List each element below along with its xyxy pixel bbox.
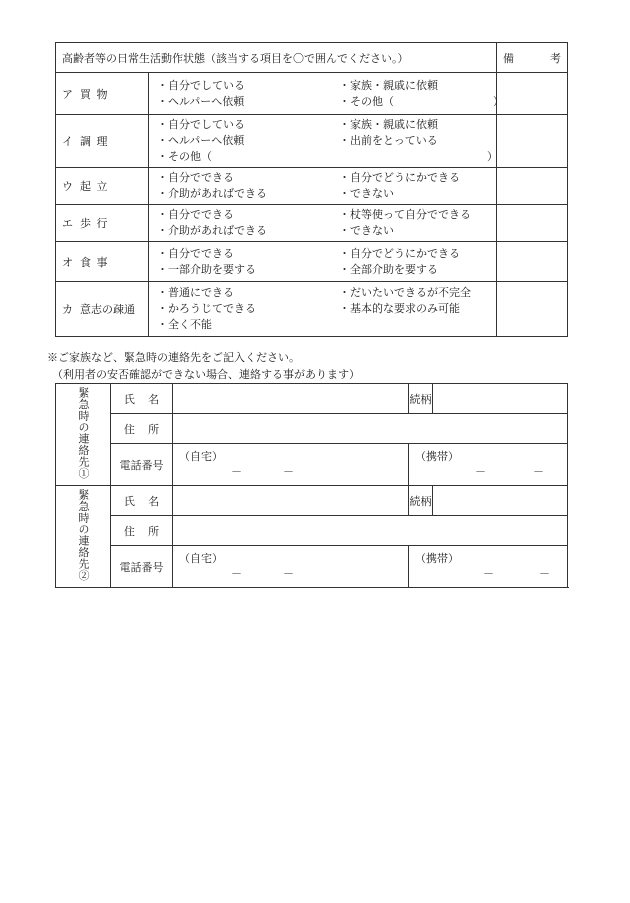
option[interactable]: ・その他（ ） <box>339 94 504 108</box>
adl-row-eating <box>56 242 568 282</box>
option[interactable]: ・介助があればできる <box>157 187 267 200</box>
adl-item-label: ア 買物 <box>56 73 149 115</box>
option[interactable]: ・自分でどうにかできる <box>339 171 460 184</box>
adl-header-row <box>56 43 568 73</box>
emergency-table <box>55 383 568 588</box>
dash: － <box>475 465 486 478</box>
dash: － <box>231 465 242 478</box>
option[interactable]: ・杖等使って自分でできる <box>339 208 471 221</box>
name-label: 氏名 <box>111 486 173 516</box>
adl-header-title: 高齢者等の日常生活動作状態（該当する項目を〇で囲んでください。） <box>56 43 497 73</box>
dash: － <box>231 567 242 580</box>
option[interactable]: ・その他（ ） <box>157 150 498 163</box>
mobile-label: （携帯） <box>415 552 459 565</box>
dash: － <box>533 465 544 478</box>
contact1-address-field[interactable] <box>173 414 568 444</box>
contact1-phone-row <box>56 444 568 486</box>
relation-label: 続柄 <box>409 384 433 414</box>
contact1-mobile-phone-field[interactable] <box>409 444 568 486</box>
address-label: 住所 <box>111 414 173 444</box>
adl-options <box>149 242 497 282</box>
option[interactable]: ・一部介助を要する <box>157 262 256 276</box>
adl-row-cooking <box>56 115 568 168</box>
contact1-address-row <box>56 414 568 444</box>
option[interactable]: ・かろうじてできる <box>157 302 256 315</box>
contact2-mobile-phone-field[interactable] <box>409 546 568 588</box>
contact2-address-row <box>56 516 568 546</box>
adl-table <box>55 42 568 337</box>
option[interactable]: ・家族・親戚に依頼 <box>339 118 438 131</box>
contact2-name-row <box>56 486 568 516</box>
remarks-cell[interactable] <box>497 73 568 115</box>
contact1-name-row <box>56 384 568 414</box>
contact2-address-field[interactable] <box>173 516 568 546</box>
adl-row-shopping <box>56 73 568 115</box>
remarks-cell[interactable] <box>497 242 568 282</box>
option[interactable]: ・自分でできる <box>157 208 234 221</box>
option[interactable]: ・ヘルパーへ依頼 <box>157 134 245 147</box>
home-label: （自宅） <box>179 450 223 463</box>
option[interactable]: ・自分でどうにかできる <box>339 246 460 260</box>
option[interactable]: ・普通にできる <box>157 286 234 299</box>
contact1-home-phone-field[interactable] <box>173 444 409 486</box>
remarks-header: 備 考 <box>497 43 568 73</box>
adl-item-label: カ 意志の疎通 <box>56 282 149 337</box>
dash: － <box>283 465 294 478</box>
option[interactable]: ・家族・親戚に依頼 <box>339 78 438 92</box>
option[interactable]: ・全部介助を要する <box>339 262 438 276</box>
remarks-cell[interactable] <box>497 115 568 168</box>
option[interactable]: ・自分でできる <box>157 246 234 260</box>
option[interactable]: ・基本的な要求のみ可能 <box>339 302 460 315</box>
option[interactable]: ・できない <box>339 224 394 237</box>
adl-row-walking <box>56 205 568 242</box>
adl-options <box>149 168 497 205</box>
phone-label: 電話番号 <box>111 444 173 486</box>
option[interactable]: ・自分でしている <box>157 118 245 131</box>
option[interactable]: ・できない <box>339 187 394 200</box>
contact1-relation-field[interactable] <box>433 384 568 414</box>
mobile-label: （携帯） <box>415 450 459 463</box>
contact1-title: 緊急時の連絡先① <box>56 384 111 486</box>
adl-item-label: イ 調理 <box>56 115 149 168</box>
adl-row-communication <box>56 282 568 337</box>
adl-item-label: オ 食事 <box>56 242 149 282</box>
adl-row-standing <box>56 168 568 205</box>
contact2-phone-row <box>56 546 568 588</box>
option[interactable]: ・ヘルパーへ依頼 <box>157 94 245 108</box>
contact2-home-phone-field[interactable] <box>173 546 409 588</box>
emergency-note: ※ご家族など、緊急時の連絡先をご記入ください。 <box>47 351 300 364</box>
name-label: 氏名 <box>111 384 173 414</box>
contact2-name-field[interactable] <box>173 486 409 516</box>
option[interactable]: ・介助があればできる <box>157 224 267 237</box>
adl-item-label: エ 歩行 <box>56 205 149 242</box>
adl-options <box>149 115 497 168</box>
remarks-cell[interactable] <box>497 205 568 242</box>
emergency-note-sub: （利用者の安否確認ができない場合、連絡する事があります） <box>52 368 360 381</box>
option[interactable]: ・自分でできる <box>157 171 234 184</box>
contact2-relation-field[interactable] <box>433 486 568 516</box>
contact2-title: 緊急時の連絡先② <box>56 486 111 588</box>
option[interactable]: ・だいたいできるが不完全 <box>339 286 471 299</box>
dash: － <box>483 567 494 580</box>
relation-label: 続柄 <box>409 486 433 516</box>
remarks-cell[interactable] <box>497 282 568 337</box>
home-label: （自宅） <box>179 552 223 565</box>
phone-label: 電話番号 <box>111 546 173 588</box>
option[interactable]: ・出前をとっている <box>339 134 438 147</box>
adl-item-label: ウ 起立 <box>56 168 149 205</box>
dash: － <box>539 567 550 580</box>
option[interactable]: ・自分でしている <box>157 78 245 92</box>
dash: － <box>283 567 294 580</box>
option[interactable]: ・全く不能 <box>157 318 212 331</box>
adl-options <box>149 73 504 115</box>
contact1-name-field[interactable] <box>173 384 409 414</box>
address-label: 住所 <box>111 516 173 546</box>
remarks-cell[interactable] <box>497 168 568 205</box>
adl-options <box>149 282 497 337</box>
adl-options <box>149 205 497 242</box>
